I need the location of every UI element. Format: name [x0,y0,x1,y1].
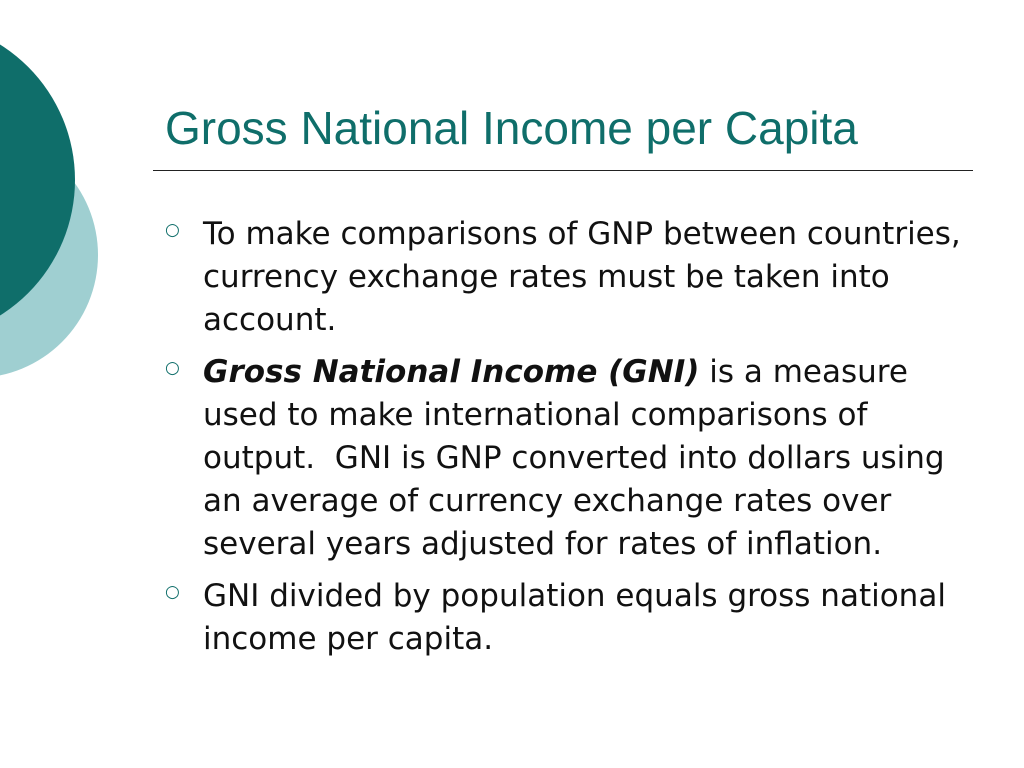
bullet-item-2 [165,351,985,566]
bullet-marker: ○ [165,582,180,602]
bullet-text: Gross National Income (GNI) is a measure used to make international comparisons of output. GNI is GNP converted into dollars using an average of currency exchange rates over several years adjusted for rates of inflation. [203,354,955,562]
bullet-item-3 [165,575,985,661]
bullet-marker: ○ [165,358,180,378]
decorative-circles [0,0,120,420]
bullet-item-1 [165,213,985,342]
bullet-text: To make comparisons of GNP between countries, currency exchange rates must be taken into account. [203,216,961,338]
bullet-marker: ○ [165,220,180,240]
bullet-list [165,213,985,670]
bullet-emphasis: Gross National Income (GNI) [203,354,700,390]
bullet-text: GNI divided by population equals gross national income per capita. [203,578,946,657]
title-divider [153,170,973,171]
slide-title: Gross National Income per Capita [165,102,858,154]
